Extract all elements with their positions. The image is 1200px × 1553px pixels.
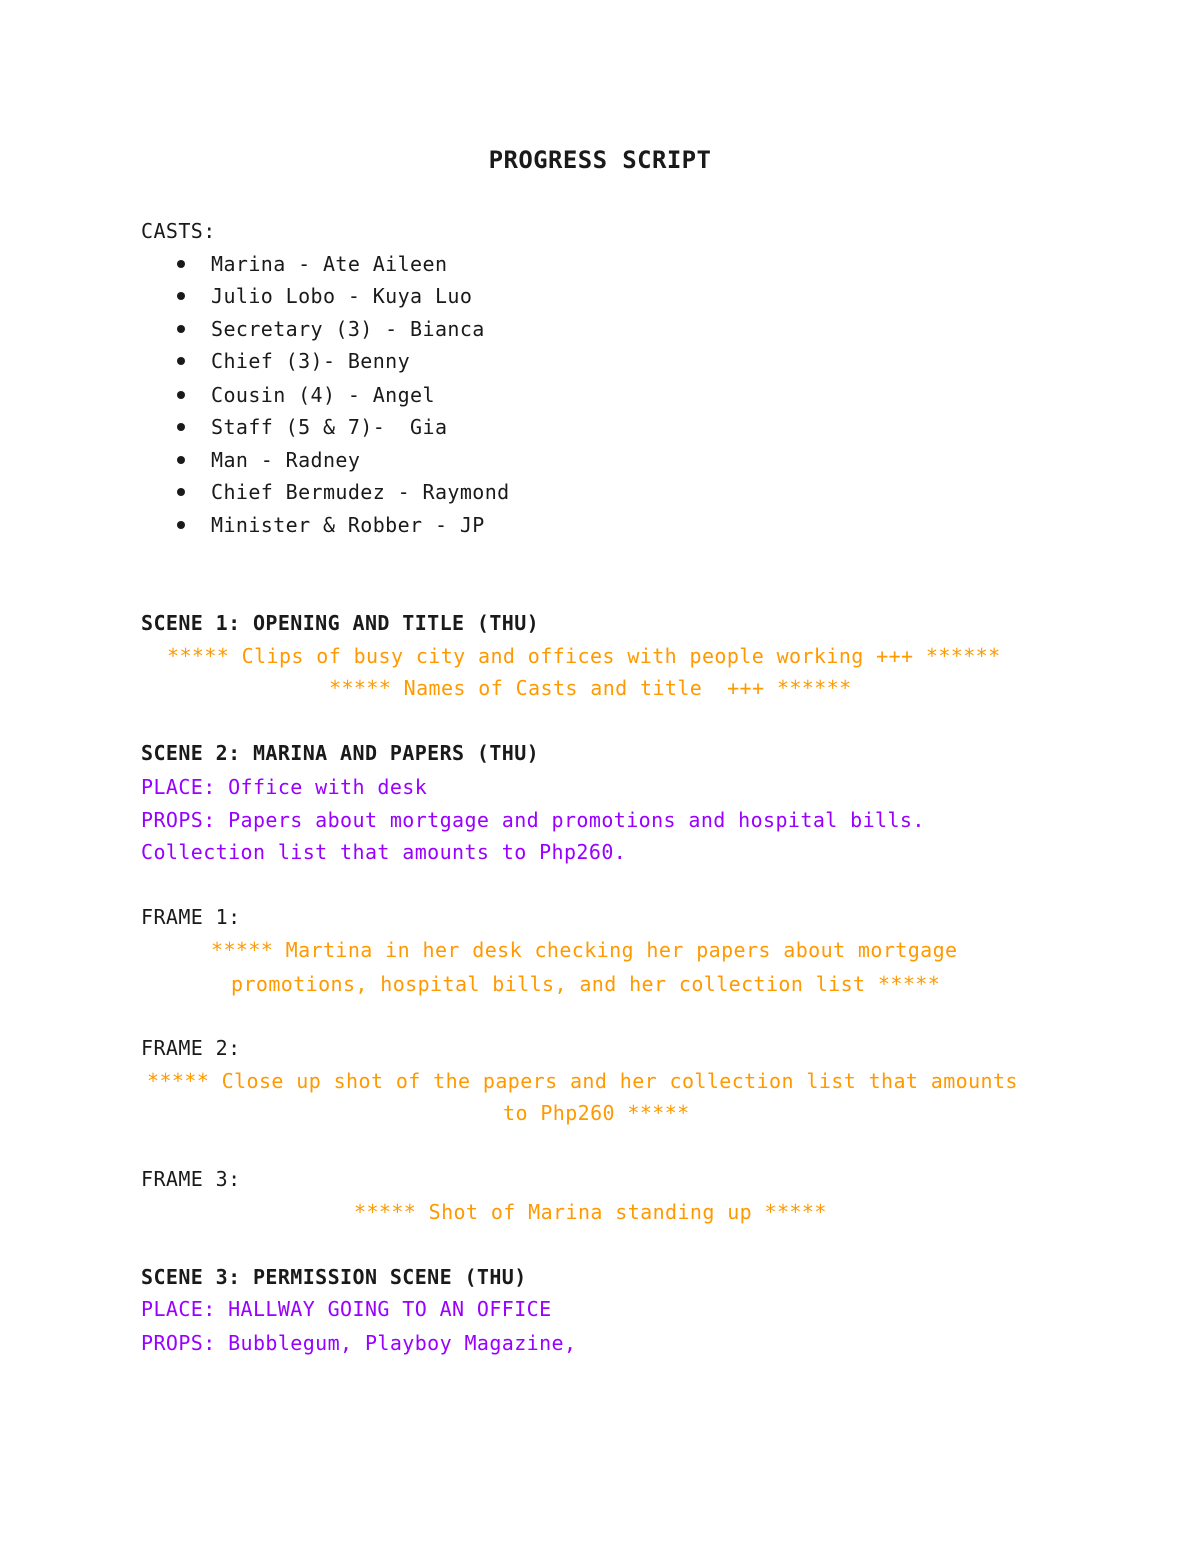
bullet-icon [177, 391, 185, 399]
bullet-icon [177, 292, 185, 300]
bullet-icon [177, 456, 185, 464]
scene-1-note: ***** Names of Casts and title +++ ****** [329, 676, 852, 700]
frame-2-note: ***** Close up shot of the papers and her collection list that amounts [147, 1069, 1018, 1093]
bullet-icon [177, 357, 185, 365]
scene-1-heading: SCENE 1: OPENING AND TITLE (THU) [141, 611, 540, 635]
cast-entry: Chief (3)- Benny [211, 349, 411, 373]
cast-entry: Minister & Robber - JP [211, 513, 485, 537]
scene-3-props: PROPS: Bubblegum, Playboy Magazine, [141, 1331, 577, 1355]
document-title: PROGRESS SCRIPT [488, 146, 712, 174]
frame-1-note: promotions, hospital bills, and her collection list ***** [231, 972, 941, 996]
cast-entry: Julio Lobo - Kuya Luo [211, 284, 473, 308]
cast-entry: Marina - Ate Aileen [211, 252, 448, 276]
bullet-icon [177, 521, 185, 529]
frame-1-heading: FRAME 1: [141, 905, 241, 929]
scene-2-props: Collection list that amounts to Php260. [141, 840, 627, 864]
casts-heading: CASTS: [141, 219, 216, 243]
scene-2-place: PLACE: Office with desk [141, 775, 428, 799]
scene-3-heading: SCENE 3: PERMISSION SCENE (THU) [141, 1265, 527, 1289]
scene-3-place: PLACE: HALLWAY GOING TO AN OFFICE [141, 1297, 552, 1321]
cast-entry: Man - Radney [211, 448, 361, 472]
bullet-icon [177, 488, 185, 496]
scene-2-props: PROPS: Papers about mortgage and promotions and hospital bills. [141, 808, 925, 832]
frame-2-heading: FRAME 2: [141, 1036, 241, 1060]
cast-entry: Cousin (4) - Angel [211, 383, 435, 407]
cast-entry: Staff (5 & 7)- Gia [211, 415, 448, 439]
cast-entry: Secretary (3) - Bianca [211, 317, 485, 341]
scene-1-note: ***** Clips of busy city and offices with people working +++ ****** [167, 644, 1001, 668]
bullet-icon [177, 423, 185, 431]
scene-2-heading: SCENE 2: MARINA AND PAPERS (THU) [141, 741, 540, 765]
frame-1-note: ***** Martina in her desk checking her papers about mortgage [211, 938, 958, 962]
bullet-icon [177, 325, 185, 333]
frame-3-heading: FRAME 3: [141, 1167, 241, 1191]
frame-2-note: to Php260 ***** [503, 1101, 690, 1125]
cast-entry: Chief Bermudez - Raymond [211, 480, 510, 504]
frame-3-note: ***** Shot of Marina standing up ***** [354, 1200, 827, 1224]
bullet-icon [177, 260, 185, 268]
